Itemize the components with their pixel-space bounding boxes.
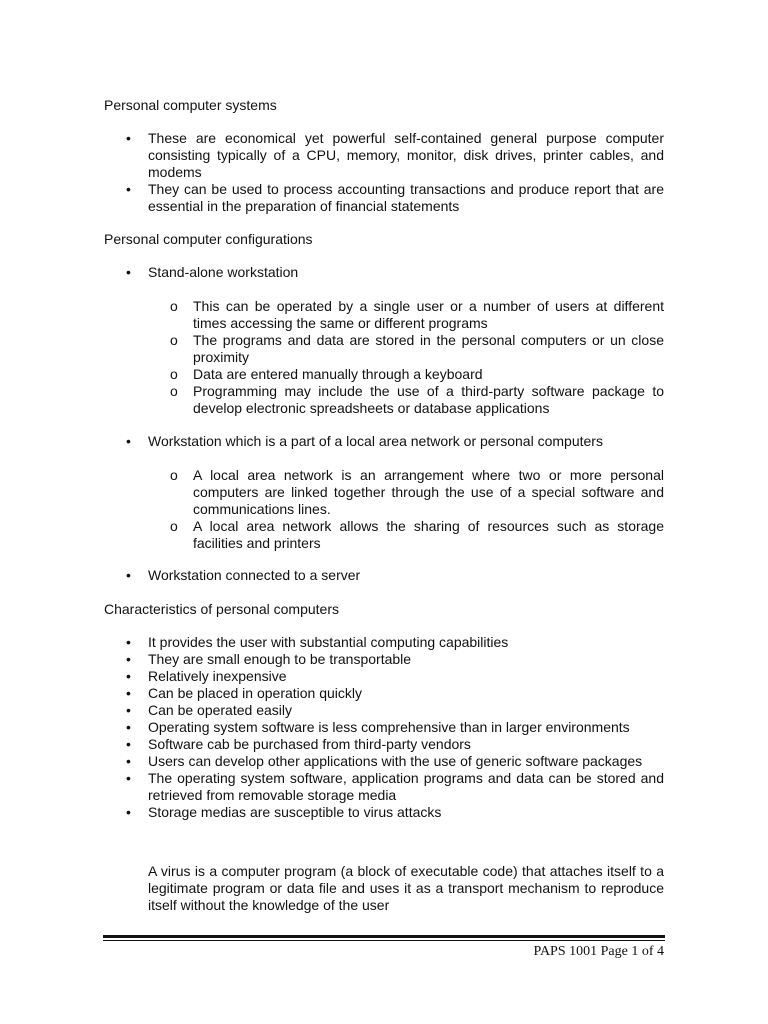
bullet-icon: • [126, 433, 131, 449]
standalone-bullet [126, 264, 664, 281]
sub-list-item: o Programming may include the use of a third-party software package to develop electronic spreadsheets or database applications [170, 383, 664, 416]
list-item: • The operating system software, application programs and data can be stored and retrieved from removable storage media [126, 770, 664, 803]
bullet-icon: • [126, 634, 131, 650]
bullet-icon: • [126, 702, 131, 718]
page-number: PAPS 1001 Page 1 of 4 [533, 944, 664, 959]
bullet-icon: • [126, 651, 131, 667]
list-item: • It provides the user with substantial computing capabilities [126, 634, 509, 650]
bullet-icon: • [126, 736, 131, 752]
lan-bullet [126, 433, 664, 450]
heading-characteristics: Characteristics of personal computers [104, 601, 339, 617]
lan-sublist [170, 467, 664, 552]
circle-bullet-icon: o [170, 332, 178, 348]
pc-systems-list [126, 130, 664, 215]
list-item: • They can be used to process accounting transactions and produce report that are essential in the preparation of financial statements [126, 181, 664, 214]
bullet-icon: • [126, 770, 131, 786]
bullet-icon: • [126, 719, 131, 735]
circle-bullet-icon: o [170, 298, 178, 314]
list-item: • These are economical yet powerful self-contained general purpose computer consisting typically of a CPU, memory, monitor, disk drives, printer cables, and modems [126, 130, 664, 180]
list-item: • Workstation which is a part of a local area network or personal computers [126, 433, 603, 449]
circle-bullet-icon: o [170, 366, 178, 382]
sub-list-item: o A local area network is an arrangement where two or more personal computers are linked together through the use of a special software and communications lines. [170, 467, 664, 517]
sub-list-item: o The programs and data are stored in the personal computers or un close proximity [170, 332, 664, 365]
list-item: • Users can develop other applications with the use of generic software packages [126, 753, 643, 769]
list-item: • Workstation connected to a server [126, 567, 361, 583]
sub-list-item: o This can be operated by a single user or a number of users at different times accessing the same or different programs [170, 298, 664, 331]
list-item: • Stand-alone workstation [126, 264, 299, 280]
list-item: • Relatively inexpensive [126, 668, 287, 684]
standalone-sublist [170, 298, 664, 417]
footer-rule-thin [103, 940, 665, 941]
sub-list-item: o A local area network allows the sharing of resources such as storage facilities and printers [170, 518, 664, 551]
circle-bullet-icon: o [170, 467, 178, 483]
list-item: • Software cab be purchased from third-party vendors [126, 736, 471, 752]
list-item: • They are small enough to be transportable [126, 651, 412, 667]
list-item: • Storage medias are susceptible to virus attacks [126, 804, 442, 820]
bullet-icon: • [126, 753, 131, 769]
sub-list-item: o Data are entered manually through a keyboard [170, 366, 483, 382]
bullet-icon: • [126, 804, 131, 820]
bullet-icon: • [126, 685, 131, 701]
heading-pc-configurations: Personal computer configurations [104, 231, 313, 247]
bullet-icon: • [126, 668, 131, 684]
server-bullet [126, 567, 664, 584]
list-item: • Can be operated easily [126, 702, 292, 718]
list-item: • Operating system software is less comprehensive than in larger environments [126, 719, 630, 735]
virus-paragraph: A virus is a computer program (a block of executable code) that attaches itself to a legitimate program or data file and uses it as a transport mechanism to reproduce itself without the knowledge of the user [148, 863, 664, 913]
circle-bullet-icon: o [170, 383, 178, 399]
bullet-icon: • [126, 181, 131, 197]
circle-bullet-icon: o [170, 518, 178, 534]
characteristics-list [126, 634, 664, 821]
heading-pc-systems: Personal computer systems [104, 97, 277, 113]
list-item: • Can be placed in operation quickly [126, 685, 363, 701]
bullet-icon: • [126, 567, 131, 583]
footer-rule-thick [103, 935, 665, 938]
bullet-icon: • [126, 130, 131, 146]
bullet-icon: • [126, 264, 131, 280]
